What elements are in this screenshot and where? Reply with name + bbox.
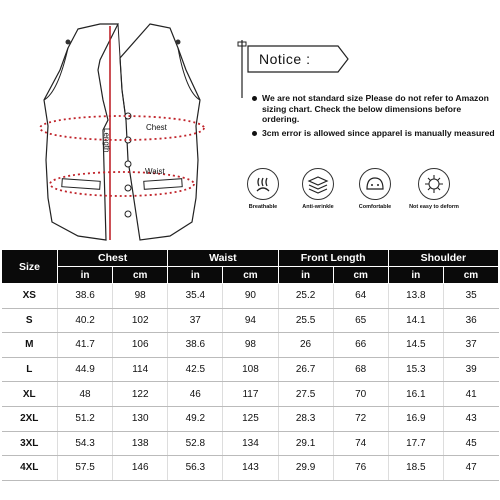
measurement-cell: 49.2 (168, 406, 223, 431)
comfortable-icon (359, 168, 391, 200)
measurement-cell: 29.9 (278, 456, 333, 481)
table-row (2, 333, 499, 358)
measurement-cell: 27.5 (278, 382, 333, 407)
size-cell: 4XL (2, 456, 58, 481)
measurement-cell: 48 (58, 382, 113, 407)
unit-header: cm (443, 267, 498, 284)
table-row (2, 456, 499, 481)
size-chart-table (1, 249, 499, 481)
shoulder-point (66, 40, 71, 45)
measurement-cell: 98 (223, 333, 278, 358)
size-column-header: Size (2, 250, 58, 284)
shoulder-point (176, 40, 181, 45)
measurement-cell: 35.4 (168, 284, 223, 309)
measurement-cell: 66 (333, 333, 388, 358)
unit-header: in (388, 267, 443, 284)
measurement-cell: 68 (333, 357, 388, 382)
measurement-cell: 70 (333, 382, 388, 407)
measurement-cell: 64 (333, 284, 388, 309)
feature-label: Anti-wrinkle (302, 204, 334, 210)
measurement-cell: 38.6 (168, 333, 223, 358)
front-length-column-header: Front Length (278, 250, 388, 267)
measurement-cell: 28.3 (278, 406, 333, 431)
chest-column-header: Chest (58, 250, 168, 267)
bullet-icon (252, 131, 257, 136)
measurement-cell: 94 (223, 308, 278, 333)
measurement-cell: 47 (443, 456, 498, 481)
unit-header: cm (223, 267, 278, 284)
measurement-cell: 16.1 (388, 382, 443, 407)
table-row (2, 406, 499, 431)
note-sizing-text: We are not standard size Please do not refer to Amazon sizing chart. Check the below dimensions before ordering. (262, 93, 489, 124)
notice-note-error (262, 128, 498, 139)
unit-header: in (58, 267, 113, 284)
measurement-cell: 35 (443, 284, 498, 309)
table-row (2, 431, 499, 456)
measurement-cell: 98 (113, 284, 168, 309)
size-table-body (2, 284, 499, 481)
bullet-icon (252, 96, 257, 101)
feature-anti-wrinkle (288, 168, 348, 210)
unit-header: in (168, 267, 223, 284)
measurement-cell: 138 (113, 431, 168, 456)
measurement-cell: 122 (113, 382, 168, 407)
table-row (2, 308, 499, 333)
measurement-cell: 90 (223, 284, 278, 309)
vest-button (125, 161, 131, 167)
unit-header: in (278, 267, 333, 284)
measurement-cell: 15.3 (388, 357, 443, 382)
measurement-cell: 44.9 (58, 357, 113, 382)
measurement-cell: 41 (443, 382, 498, 407)
vest-button (125, 211, 131, 217)
measurement-cell: 38.6 (58, 284, 113, 309)
vest-outline-right (120, 24, 200, 240)
measurement-cell: 52.8 (168, 431, 223, 456)
waist-label: Waist (145, 167, 165, 176)
measurement-cell: 146 (113, 456, 168, 481)
feature-comfortable (345, 168, 405, 210)
measurement-cell: 102 (113, 308, 168, 333)
measurement-cell: 57.5 (58, 456, 113, 481)
measurement-cell: 114 (113, 357, 168, 382)
measurement-cell: 18.5 (388, 456, 443, 481)
vest-button (125, 185, 131, 191)
measurement-cell: 40.2 (58, 308, 113, 333)
measurement-cell: 125 (223, 406, 278, 431)
measurement-cell: 74 (333, 431, 388, 456)
not-easy-to-deform-icon (418, 168, 450, 200)
size-cell: S (2, 308, 58, 333)
measurement-cell: 26 (278, 333, 333, 358)
table-unit-header-row (2, 267, 499, 284)
table-row (2, 284, 499, 309)
measurement-cell: 117 (223, 382, 278, 407)
table-row (2, 357, 499, 382)
measurement-cell: 56.3 (168, 456, 223, 481)
measurement-cell: 13.8 (388, 284, 443, 309)
size-cell: 3XL (2, 431, 58, 456)
measurement-cell: 26.7 (278, 357, 333, 382)
table-row (2, 382, 499, 407)
measurement-cell: 134 (223, 431, 278, 456)
measurement-cell: 72 (333, 406, 388, 431)
measurement-cell: 36 (443, 308, 498, 333)
measurement-cell: 130 (113, 406, 168, 431)
table-group-header-row (2, 250, 499, 267)
measurement-cell: 29.1 (278, 431, 333, 456)
measurement-cell: 39 (443, 357, 498, 382)
measurement-cell: 16.9 (388, 406, 443, 431)
measurement-cell: 14.5 (388, 333, 443, 358)
length-label: Length (102, 128, 111, 153)
measurement-cell: 43 (443, 406, 498, 431)
measurement-cell: 37 (168, 308, 223, 333)
measurement-cell: 51.2 (58, 406, 113, 431)
measurement-cell: 25.5 (278, 308, 333, 333)
unit-header: cm (333, 267, 388, 284)
size-cell: XL (2, 382, 58, 407)
shoulder-column-header: Shoulder (388, 250, 498, 267)
measurement-cell: 14.1 (388, 308, 443, 333)
measurement-cell: 25.2 (278, 284, 333, 309)
measurement-cell: 65 (333, 308, 388, 333)
size-cell: XS (2, 284, 58, 309)
measurement-cell: 106 (113, 333, 168, 358)
notice-sign (228, 38, 358, 98)
measurement-cell: 143 (223, 456, 278, 481)
measurement-cell: 41.7 (58, 333, 113, 358)
anti-wrinkle-icon (302, 168, 334, 200)
breathable-icon (247, 168, 279, 200)
notice-title: Notice : (259, 51, 311, 67)
size-cell: L (2, 357, 58, 382)
measurement-cell: 17.7 (388, 431, 443, 456)
waist-column-header: Waist (168, 250, 278, 267)
feature-not-easy-to-deform (404, 168, 464, 210)
measurement-cell: 46 (168, 382, 223, 407)
feature-label: Comfortable (358, 204, 392, 210)
chest-label: Chest (146, 123, 167, 132)
notice-note-sizing (262, 93, 498, 125)
measurement-cell: 42.5 (168, 357, 223, 382)
size-cell: M (2, 333, 58, 358)
measurement-cell: 108 (223, 357, 278, 382)
vest-diagram (0, 0, 240, 245)
feature-label: Not easy to deform (409, 204, 459, 210)
feature-breathable (233, 168, 293, 210)
note-error-text: 3cm error is allowed since apparel is manually measured (262, 128, 495, 138)
unit-header: cm (113, 267, 168, 284)
size-cell: 2XL (2, 406, 58, 431)
measurement-cell: 45 (443, 431, 498, 456)
feature-label: Breathable (248, 204, 278, 210)
measurement-cell: 37 (443, 333, 498, 358)
measurement-cell: 76 (333, 456, 388, 481)
measurement-cell: 54.3 (58, 431, 113, 456)
